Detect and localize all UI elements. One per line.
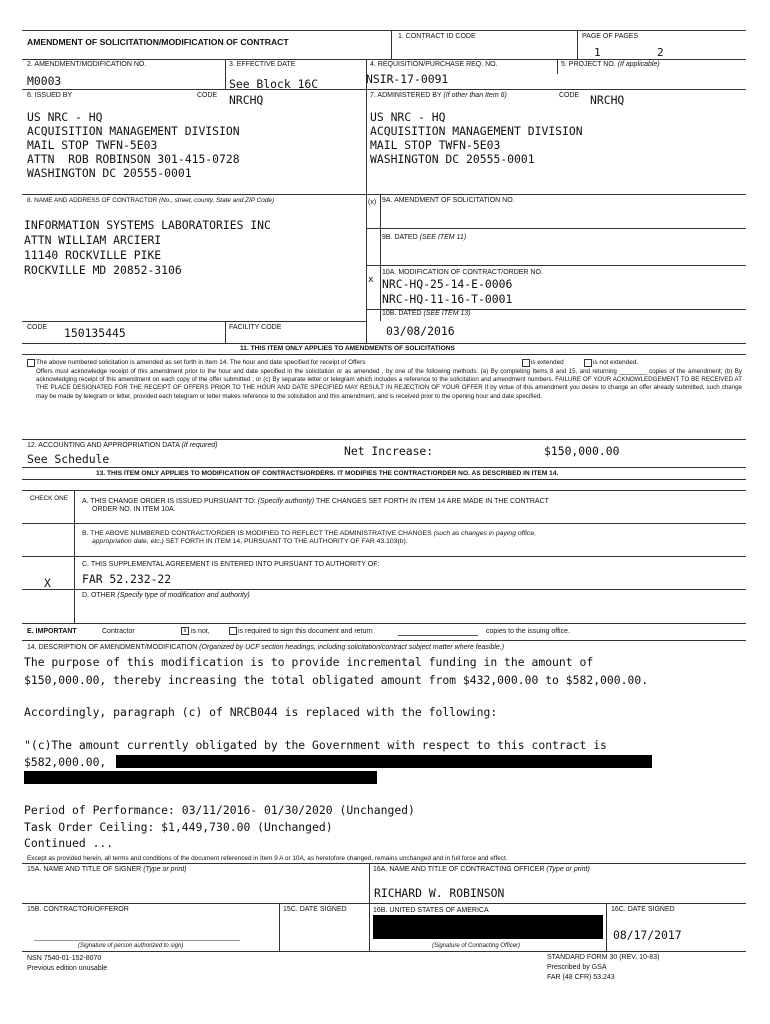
administered-by-line: WASHINGTON DC 20555-0001 — [370, 152, 535, 166]
rule — [22, 479, 746, 480]
item14-label: 14. DESCRIPTION OF AMENDMENT/MODIFICATION (Organized by UCF section headings, including solicitation/contract subject matter where feasible.) — [27, 644, 505, 651]
accounting-label: 12. ACCOUNTING AND APPROPRIATION DATA (If required) — [27, 442, 218, 449]
page-number: 1 — [594, 46, 601, 59]
issued-by-line: ACQUISITION MANAGEMENT DIVISION — [27, 124, 240, 138]
signer-label: 15A. NAME AND TITLE OF SIGNER (Type or print) — [27, 866, 187, 873]
rule — [380, 194, 381, 321]
rule — [22, 467, 746, 468]
contractor-offeror-label: 15B. CONTRACTOR/OFFEROR — [27, 906, 129, 913]
rule — [606, 903, 607, 951]
signature-line — [34, 940, 240, 941]
rule — [391, 30, 392, 59]
rule — [22, 354, 746, 355]
solicitation-checkbox[interactable] — [27, 359, 35, 367]
description-line: "(c)The amount currently obligated by the Government with respect to this contract is — [24, 738, 607, 752]
rule — [22, 863, 746, 864]
item13-c-check: X — [44, 576, 51, 590]
rule — [366, 228, 746, 229]
is-not-extended-checkbox[interactable] — [584, 359, 592, 367]
description-line: The purpose of this modification is to provide incremental funding in the amount of — [24, 655, 594, 669]
description-line: Period of Performance: 03/11/2016- 01/30/2020 (Unchanged) — [24, 803, 415, 817]
item11-line: The above numbered solicitation is amended as set forth in Item 14. The hour and date specified for receipt of Offers — [36, 359, 366, 366]
issued-by-line: US NRC - HQ — [27, 110, 103, 124]
description-line: $582,000.00, — [24, 755, 107, 769]
item11-paragraph: Offers must acknowledge receipt of this amendment prior to the hour and date specified in the solicitation or as amended , by one of the following methods: (a) By completing Items 8 and 15, and returning ________ copies of the amendment; (b) By acknowledging receipt of this amendment on each copy of the offer submitted ; or (c) By separate letter or telegram which includes a reference to the solicitation and amendment numbers. FAILURE OF YOUR ACKNOWLEDGEMENT TO BE RECEIVED AT THE PLACE DESIGNATED FOR THE RECEIPT OF OFFERS PRIOR TO THE HOUR AND DATE SPECIFIED MAY RESULT IN REJECTION OF YOUR OFFER If by virtue of this amendment you desire to change an offer already submitted, such change may be made by telegram or letter, provided each telegram or letter makes reference to the solicitation and this amendment, and is received prior to the opening hour and date specified. — [36, 368, 742, 400]
item13-heading: 13. THIS ITEM ONLY APPLIES TO MODIFICATION OF CONTRACTS/ORDERS. IT MODIFIES THE CONTRACT/ORDER NO. AS DESCRIBED IN ITEM 14. — [96, 470, 559, 477]
description-line: Accordingly, paragraph (c) of NRCB044 is replaced with the following: — [24, 705, 498, 719]
description-line: Task Order Ceiling: $1,449,730.00 (Unchanged) — [24, 820, 333, 834]
item13-a-line2: ORDER NO. IN ITEM 10A. — [92, 506, 176, 513]
description-line: $150,000.00, thereby increasing the total obligated amount from $432,000.00 to $582,000.00. — [24, 673, 649, 687]
rule — [22, 321, 366, 322]
issued-by-line: MAIL STOP TWFN-5E03 — [27, 138, 158, 152]
modification-label: 10A. MODIFICATION OF CONTRACT/ORDER NO. — [382, 269, 543, 276]
rule — [22, 343, 746, 344]
issued-by-label: 6. ISSUED BY — [27, 92, 73, 99]
rule — [577, 30, 578, 59]
issued-code: NRCHQ — [229, 93, 264, 107]
x-column-label: (x) — [368, 199, 377, 206]
amendment-no: M0003 — [27, 74, 62, 88]
is-required-label: is required to sign this document and return — [238, 628, 373, 635]
rule — [22, 903, 746, 904]
rule — [225, 321, 226, 343]
usa-label: 16B. UNITED STATES OF AMERICA — [373, 907, 489, 914]
is-not-extended-label: is not extended. — [593, 359, 639, 366]
signature-person-caption: (Signature of person authorized to sign) — [78, 943, 184, 949]
is-required-checkbox[interactable] — [229, 627, 237, 635]
item13-c: C. THIS SUPPLEMENTAL AGREEMENT IS ENTERED INTO PURSUANT TO AUTHORITY OF: — [82, 561, 380, 568]
modification-check: x — [368, 275, 374, 285]
requisition-no: NSIR-17-0091 — [366, 72, 449, 86]
rule — [22, 623, 746, 624]
form-title: AMENDMENT OF SOLICITATION/MODIFICATION OF CONTRACT — [27, 37, 289, 47]
rule — [74, 490, 75, 623]
administered-by-line: MAIL STOP TWFN-5E03 — [370, 138, 501, 152]
issued-code-label: CODE — [197, 92, 218, 99]
total-pages: 2 — [657, 46, 664, 59]
item13-d: D. OTHER (Specify type of modification and authority) — [82, 592, 250, 599]
nsn: NSN 7540-01-152-8070 — [27, 955, 102, 962]
signature-redaction — [373, 915, 603, 939]
dated-10b: 03/08/2016 — [386, 324, 455, 338]
date-signed-15c-label: 15C. DATE SIGNED — [283, 906, 347, 913]
issued-by-line: WASHINGTON DC 20555-0001 — [27, 166, 192, 180]
dated-10b-label: 10B. DATED (SEE ITEM 13) — [382, 310, 471, 317]
code-label: CODE — [27, 324, 48, 331]
accounting-value: See Schedule — [27, 452, 110, 466]
administered-by-label: 7. ADMINISTERED BY (If other than Item 6) — [370, 92, 507, 99]
rule — [366, 59, 367, 343]
rule — [22, 951, 746, 952]
check-one-label: CHECK ONE — [30, 495, 68, 502]
redaction-bar — [24, 771, 377, 784]
rule — [22, 556, 746, 557]
page-of-pages-label: PAGE OF PAGES — [582, 33, 639, 40]
date-signed: 08/17/2017 — [613, 928, 682, 942]
important-label: E. IMPORTANT — [27, 628, 77, 635]
signature-officer-caption: (Signature of Contracting Officer) — [432, 943, 521, 949]
item13-a: A. THIS CHANGE ORDER IS ISSUED PURSUANT TO: (Specify authority) THE CHANGES SET FORTH IN ITEM 14 ARE MADE IN THE CONTRACT — [82, 498, 549, 505]
contract-id-label: 1. CONTRACT ID CODE — [398, 33, 476, 40]
officer-name: RICHARD W. ROBINSON — [374, 886, 505, 900]
net-increase-label: Net Increase: — [344, 444, 434, 458]
rule — [22, 523, 746, 524]
copies-label: copies to the issuing office. — [486, 628, 570, 635]
officer-label: 16A. NAME AND TITLE OF CONTRACTING OFFICER (Type or print) — [373, 866, 590, 873]
contractor-line: INFORMATION SYSTEMS LABORATORIES INC — [24, 218, 271, 232]
dated-9b-label: 9B. DATED (SEE ITEM 11) — [382, 234, 467, 241]
effective-date: See Block 16C — [229, 77, 319, 91]
except-text: Except as provided herein, all terms and conditions of the document referenced in Item 9 A or 10A, as heretofore changed, remains unchanged and in full force and effect. — [27, 855, 508, 862]
prescribed-by: Prescribed by GSA — [547, 964, 607, 971]
date-signed-16c-label: 16C. DATE SIGNED — [611, 906, 675, 913]
rule — [557, 59, 558, 74]
admin-code-label: CODE — [559, 92, 580, 99]
issued-by-line: ATTN ROB ROBINSON 301-415-0728 — [27, 152, 240, 166]
contractor-word: Contractor — [102, 628, 135, 635]
rule — [22, 490, 746, 491]
project-no-label: 5. PROJECT NO. (If applicable) — [561, 61, 660, 68]
facility-code-label: FACILITY CODE — [229, 324, 282, 331]
contractor-code: 150135445 — [64, 326, 126, 340]
standard-form: STANDARD FORM 30 (REV. 10-83) — [547, 954, 660, 961]
rule — [22, 640, 746, 641]
description-line: Continued ... — [24, 836, 114, 850]
rule — [22, 194, 746, 195]
previous-edition: Previous edition unusable — [27, 965, 108, 972]
is-not-label: is not, — [191, 628, 210, 635]
is-not-checkbox[interactable]: x — [181, 627, 189, 635]
effective-date-label: 3. EFFECTIVE DATE — [229, 61, 296, 68]
far-citation: FAR (48 CFR) 53.243 — [547, 974, 615, 981]
redaction-bar — [116, 755, 652, 768]
contractor-line: 11140 ROCKVILLE PIKE — [24, 248, 162, 262]
rule — [22, 439, 746, 440]
rule — [369, 863, 370, 951]
requisition-label: 4. REQUISITION/PURCHASE REQ. NO. — [370, 61, 498, 68]
contractor-line: ATTN WILLIAM ARCIERI — [24, 233, 162, 247]
contractor-line: ROCKVILLE MD 20852-3106 — [24, 263, 182, 277]
modification-no: NRC-HQ-25-14-E-0006 — [382, 277, 513, 291]
rule — [22, 589, 746, 590]
admin-code: NRCHQ — [590, 93, 625, 107]
administered-by-line: US NRC - HQ — [370, 110, 446, 124]
rule — [366, 265, 746, 266]
amendment-solicitation-label: 9A. AMENDMENT OF SOLICITATION NO. — [382, 197, 515, 204]
modification-no: NRC-HQ-11-16-T-0001 — [382, 292, 513, 306]
rule — [22, 89, 746, 90]
item11-heading: 11. THIS ITEM ONLY APPLIES TO AMENDMENTS OF SOLICITATIONS — [240, 345, 455, 352]
copies-blank — [398, 635, 478, 636]
item13-b-line2: appropriation date, etc.) SET FORTH IN ITEM 14, PURSUANT TO THE AUTHORITY OF FAR 43.103(b). — [92, 538, 408, 545]
administered-by-line: ACQUISITION MANAGEMENT DIVISION — [370, 124, 583, 138]
rule — [22, 59, 746, 60]
amendment-no-label: 2. AMENDMENT/MODIFICATION NO. — [27, 61, 147, 68]
rule — [22, 30, 746, 31]
rule — [225, 59, 226, 89]
is-extended-checkbox[interactable] — [522, 359, 530, 367]
item13-b: B. THE ABOVE NUMBERED CONTRACT/ORDER IS MODIFIED TO REFLECT THE ADMINISTRATIVE CHANGES (such as changes in paying office, — [82, 530, 537, 537]
item13-c-value: FAR 52.232-22 — [82, 572, 172, 586]
rule — [279, 903, 280, 951]
is-extended-label: is extended — [531, 359, 564, 366]
contractor-label: 8. NAME AND ADDRESS OF CONTRACTOR (No., street, county, State and ZIP Code) — [27, 197, 275, 204]
net-increase-value: $150,000.00 — [544, 444, 620, 458]
